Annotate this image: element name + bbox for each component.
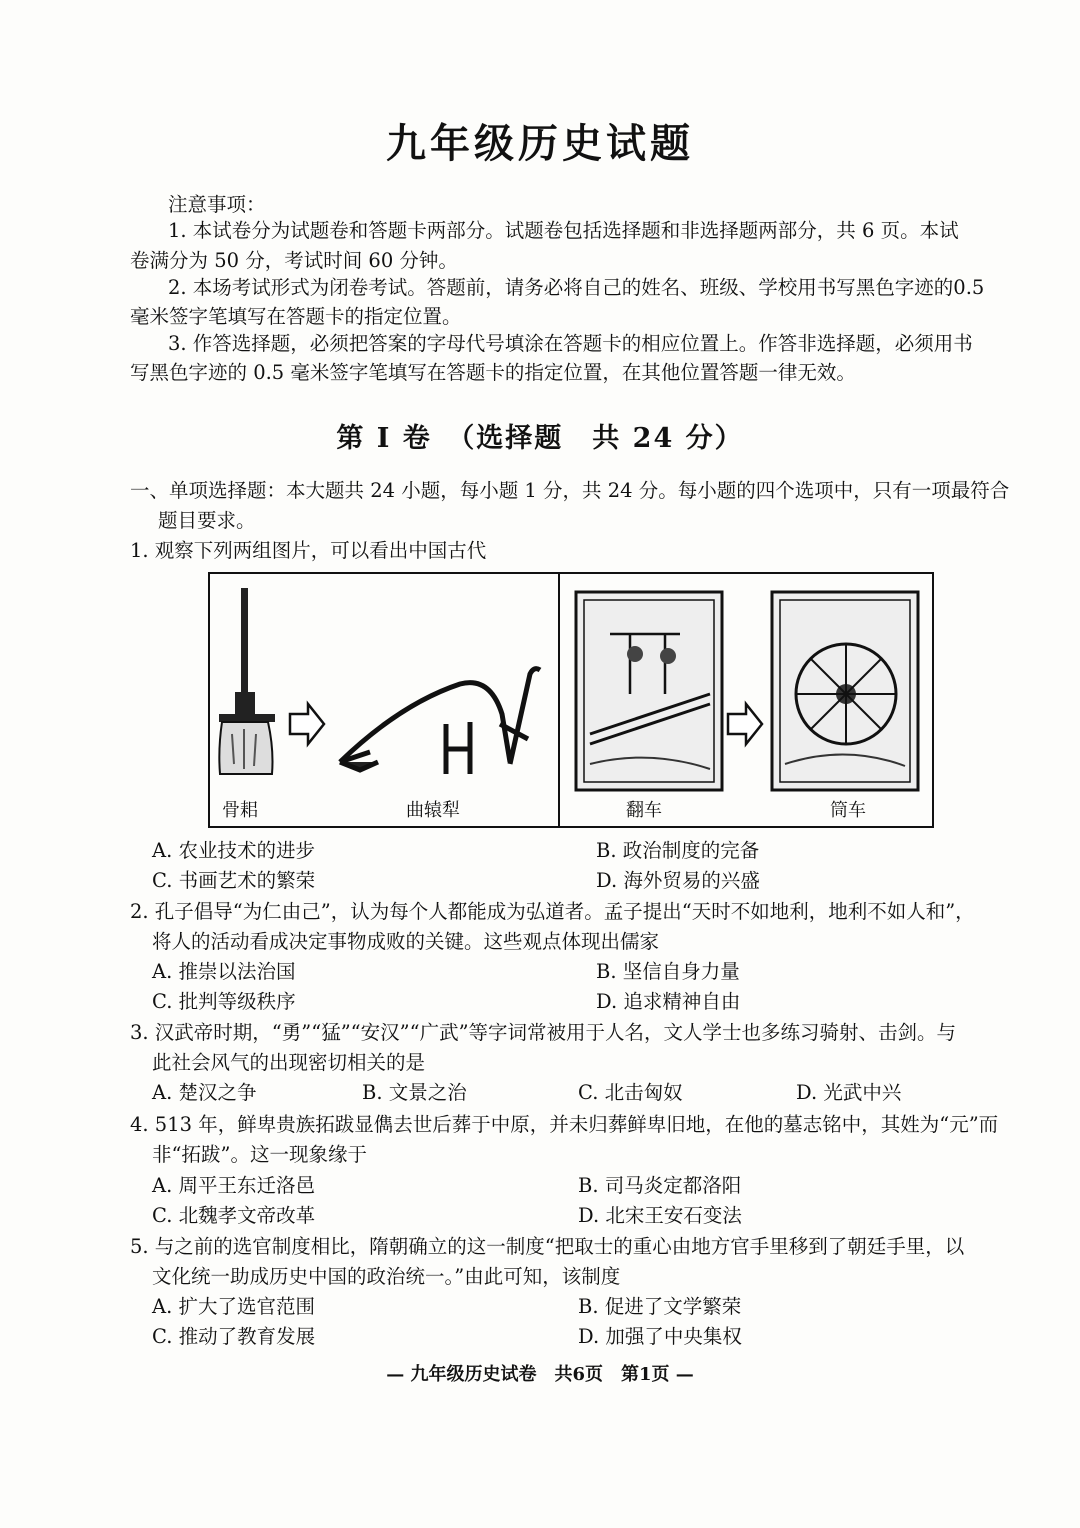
question-3-stem: 此社会风气的出现密切相关的是 (152, 1051, 426, 1074)
arrow-icon (728, 704, 762, 744)
option: A. 扩大了选官范围 (152, 1295, 315, 1318)
notice-line: 毫米签字笔填写在答题卡的指定位置。 (130, 305, 462, 328)
bone-spade-drawing (219, 588, 275, 774)
option: B. 坚信自身力量 (596, 960, 740, 983)
option: B. 政治制度的完备 (596, 839, 760, 862)
notice-heading: 注意事项： (168, 193, 266, 216)
option: D. 追求精神自由 (596, 990, 741, 1013)
figure-caption: 骨耜 (222, 800, 258, 821)
instruction-line: 题目要求。 (158, 509, 256, 532)
notice-line: 卷满分为 50 分，考试时间 60 分钟。 (130, 249, 458, 272)
question-5-stem: 文化统一助成历史中国的政治统一。”由此可知，该制度 (152, 1265, 621, 1288)
option: C. 批判等级秩序 (152, 990, 296, 1013)
arrow-icon (290, 704, 324, 744)
option: D. 光武中兴 (796, 1081, 902, 1104)
water-wheel-drawing (772, 592, 918, 790)
question-2-stem: 2. 孔子倡导“为仁由己”，认为每个人都能成为弘道者。孟子提出“天时不如地利，地利不如人和”， (130, 900, 975, 923)
notice-line: 1. 本试卷分为试题卷和答题卡两部分。试题卷包括选择题和非选择题两部分，共 6 页。本试 (168, 219, 959, 242)
option: C. 北击匈奴 (578, 1081, 683, 1104)
option: D. 加强了中央集权 (578, 1325, 742, 1348)
question-4-stem: 非“拓跋”。这一现象缘于 (152, 1143, 367, 1166)
notice-line: 3. 作答选择题，必须把答案的字母代号填涂在答题卡的相应位置上。作答非选择题，必须用书 (168, 332, 973, 355)
page-footer: — 九年级历史试卷 共6页 第1页 — (386, 1364, 694, 1385)
option: D. 北宋王安石变法 (578, 1204, 742, 1227)
notice-line: 写黑色字迹的 0.5 毫米签字笔填写在答题卡的指定位置，在其他位置答题一律无效。 (130, 361, 856, 384)
page-title: 九年级历史试题 (386, 121, 694, 167)
question-5-stem: 5. 与之前的选官制度相比，隋朝确立的这一制度“把取士的重心由地方官手里移到了朝廷手里，以 (130, 1235, 965, 1258)
section-title: 第 I 卷 （选择题 共 24 分） (336, 423, 744, 454)
option: C. 推动了教育发展 (152, 1325, 316, 1348)
question-4-stem: 4. 513 年，鲜卑贵族拓跋显儁去世后葬于中原，并未归葬鲜卑旧地，在他的墓志铭中，其姓为“元”而 (130, 1113, 999, 1136)
figure-caption: 筒车 (830, 800, 866, 821)
question-3-stem: 3. 汉武帝时期，“勇”“猛”“安汉”“广武”等字词常被用于人名，文人学士也多练习骑射、击剑。与 (130, 1021, 957, 1044)
option: A. 农业技术的进步 (152, 839, 315, 862)
option: B. 促进了文学繁荣 (578, 1295, 742, 1318)
option: A. 推崇以法治国 (152, 960, 296, 983)
question-1-stem: 1. 观察下列两组图片，可以看出中国古代 (130, 539, 487, 562)
instruction-line: 一、单项选择题：本大题共 24 小题，每小题 1 分，共 24 分。每小题的四个选项中，只有一项最符合 (130, 479, 1010, 502)
question-1-figure (208, 572, 934, 828)
option: D. 海外贸易的兴盛 (596, 869, 760, 892)
curved-plough-drawing (340, 669, 540, 774)
option: B. 文景之治 (362, 1081, 467, 1104)
option: B. 司马炎定都洛阳 (578, 1174, 742, 1197)
chain-pump-drawing (576, 592, 722, 790)
figure-drawings (210, 574, 932, 826)
option: A. 周平王东迁洛邑 (152, 1174, 315, 1197)
option: C. 书画艺术的繁荣 (152, 869, 316, 892)
option: A. 楚汉之争 (152, 1081, 257, 1104)
notice-line: 2. 本场考试形式为闭卷考试。答题前，请务必将自己的姓名、班级、学校用书写黑色字迹的0.5 (168, 276, 985, 299)
option: C. 北魏孝文帝改革 (152, 1204, 316, 1227)
figure-caption: 翻车 (626, 800, 662, 821)
figure-caption: 曲辕犁 (406, 800, 460, 821)
question-2-stem: 将人的活动看成决定事物成败的关键。这些观点体现出儒家 (152, 930, 660, 953)
